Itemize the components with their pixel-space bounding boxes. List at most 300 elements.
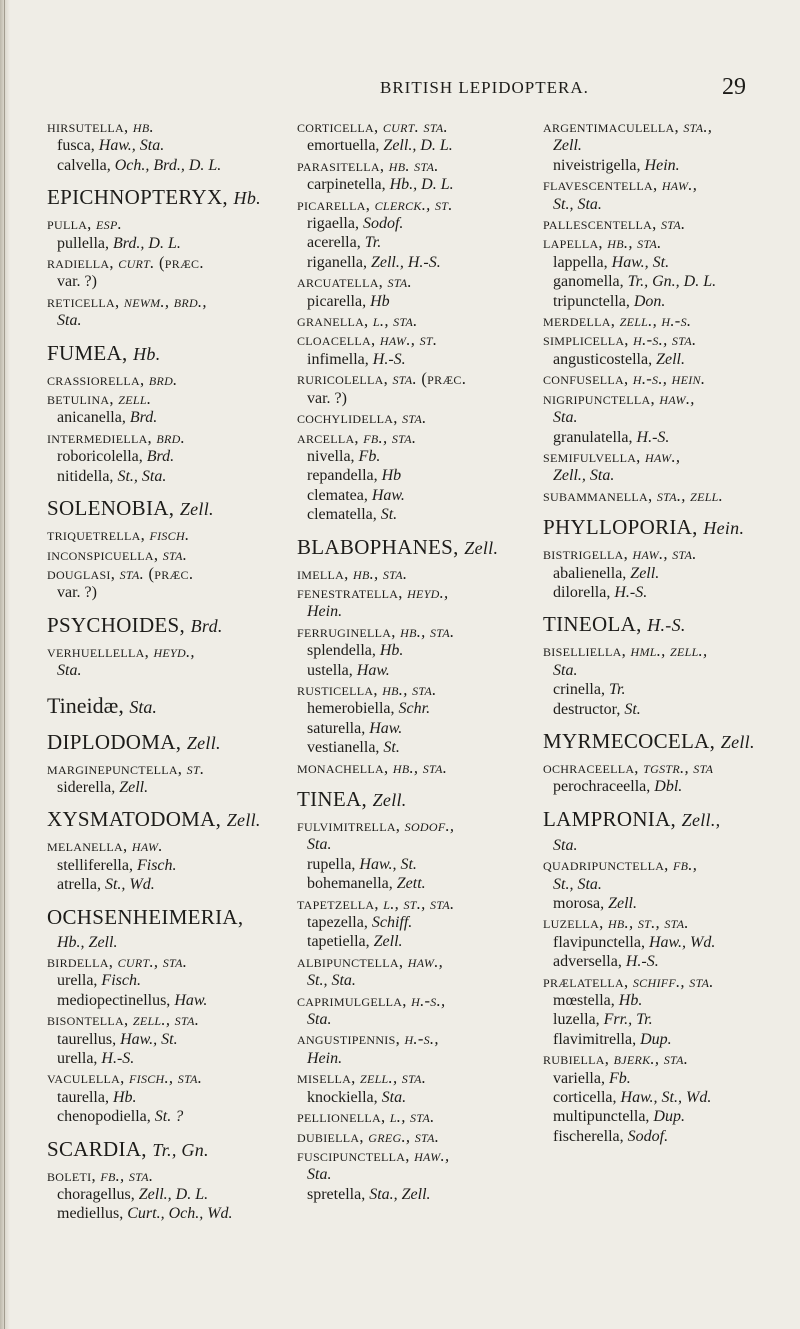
author-citation: Haw., St., Wd. xyxy=(620,1089,712,1107)
taxon-name: MYRMECOCELA, xyxy=(543,728,716,753)
author-continuation xyxy=(543,836,800,855)
taxon-name: merdella, xyxy=(543,311,616,331)
taxon-name: monachella, xyxy=(297,757,389,777)
synonym-entry xyxy=(543,680,800,699)
synonym-entry xyxy=(47,778,307,797)
author-citation: Dup. xyxy=(653,1108,685,1126)
author-citation: greg., sta. xyxy=(368,1126,440,1146)
author-citation: St. xyxy=(380,506,398,524)
author-citation: Zell. xyxy=(720,731,755,752)
taxon-name: nivella, xyxy=(307,447,355,465)
author-citation: H.-S. xyxy=(636,428,670,446)
author-citation: haw. xyxy=(131,836,163,856)
author-citation: Tr., Gn. xyxy=(152,1139,209,1160)
taxon-name: SCARDIA, xyxy=(47,1136,147,1161)
synonym-entry xyxy=(543,564,800,583)
synonym-entry xyxy=(47,156,307,175)
taxon-name: splendella, xyxy=(307,642,376,660)
author-citation: hb., sta. xyxy=(400,621,455,641)
taxon-name: rubiella, xyxy=(543,1049,610,1069)
species-entry xyxy=(47,564,307,583)
author-citation: hml., zell., xyxy=(630,641,708,661)
taxon-name: angusticostella, xyxy=(553,350,653,368)
taxon-name: fuscipunctella, xyxy=(297,1145,410,1165)
synonym-entry xyxy=(47,1107,307,1126)
taxon-name: perochraceella, xyxy=(553,778,651,796)
author-citation: haw., xyxy=(659,388,695,408)
genus-heading xyxy=(543,611,800,638)
author-citation: st. xyxy=(186,758,205,778)
author-citation: Frr., Tr. xyxy=(603,1011,653,1029)
synonym-entry xyxy=(47,856,307,875)
taxon-name: lappella, xyxy=(553,253,608,271)
author-citation: Haw., St. xyxy=(611,253,670,271)
taxon-name: nigripunctella, xyxy=(543,388,655,408)
synonym-entry xyxy=(543,894,800,913)
species-entry xyxy=(543,641,800,660)
taxon-name: parasitella, xyxy=(297,155,385,175)
genus-heading xyxy=(47,806,307,833)
taxon-name: cochylidella, xyxy=(297,408,398,428)
author-citation: curt. xyxy=(118,253,155,273)
species-entry xyxy=(543,214,800,233)
taxon-name: douglasi, xyxy=(47,563,116,583)
species-entry xyxy=(543,855,800,874)
author-citation: haw., xyxy=(661,175,698,195)
author-citation: Zell. xyxy=(179,499,214,520)
author-citation: brd. xyxy=(148,369,178,389)
synonym-entry xyxy=(47,1088,307,1107)
author-citation: Fb. xyxy=(608,1069,631,1087)
author-citation: sta. xyxy=(387,272,412,292)
author-citation: fisch., sta. xyxy=(129,1068,203,1088)
synonym-entry xyxy=(543,952,800,971)
taxon-name: crassiorella, xyxy=(47,369,145,389)
synonym-entry xyxy=(47,467,307,486)
species-entry xyxy=(47,117,307,136)
taxon-name: destructor, xyxy=(553,700,621,718)
species-entry xyxy=(543,175,800,194)
author-citation: St., Sta. xyxy=(117,467,167,485)
author-citation: Hb. xyxy=(233,188,261,209)
taxon-name: simplicella, xyxy=(543,330,629,350)
taxon-name: bistrigella, xyxy=(543,544,629,564)
taxon-name: carpinetella, xyxy=(307,176,386,194)
taxon-name: urella, xyxy=(57,1050,98,1067)
taxon-name: atrella, xyxy=(57,876,101,894)
author-citation: Hein. xyxy=(307,603,343,621)
taxon-name: birdella, xyxy=(47,951,114,971)
author-citation: Zell., H.-S. xyxy=(370,253,441,271)
page-number: 29 xyxy=(722,74,746,100)
taxon-name: arcuatella, xyxy=(297,272,384,292)
taxon-name: semifulvella, xyxy=(543,446,641,466)
taxon-name: vestianella, xyxy=(307,739,380,757)
author-citation: H.-S. xyxy=(625,953,659,971)
taxon-name: tapetiella, xyxy=(307,933,370,951)
taxon-name: melanella, xyxy=(47,836,128,856)
author-citation: Zell. xyxy=(608,895,637,912)
taxon-name: corticella, xyxy=(297,117,379,136)
taxon-name: rigaella, xyxy=(307,215,359,233)
taxon-name: fenestratella, xyxy=(297,582,403,602)
book-spine-edge xyxy=(4,0,5,1329)
author-continuation xyxy=(47,661,307,680)
author-citation: Tr. xyxy=(608,681,626,699)
taxon-name: bohemanella, xyxy=(307,875,393,893)
author-citation: Hb. xyxy=(133,343,161,364)
synonym-entry xyxy=(543,272,800,291)
author-citation: newm., brd., xyxy=(123,291,207,311)
column-1 xyxy=(47,117,307,1224)
author-continuation xyxy=(47,933,307,952)
author-citation: haw., sta. xyxy=(632,544,697,564)
remark: (præc. xyxy=(421,369,467,389)
author-citation: Zell. xyxy=(630,564,660,582)
author-citation: Haw., Sta. xyxy=(98,137,165,155)
taxon-name: betulina, xyxy=(47,389,114,409)
author-citation: haw., xyxy=(414,1145,450,1165)
taxon-name: choragellus, xyxy=(57,1186,135,1204)
author-continuation xyxy=(543,195,800,214)
synonym-entry xyxy=(543,1030,800,1049)
taxon-name: granella, xyxy=(297,311,369,331)
synonym-entry xyxy=(47,875,307,894)
author-citation: Zell. xyxy=(186,732,221,753)
genus-heading xyxy=(47,904,307,930)
synonym-entry xyxy=(543,1069,800,1088)
author-citation: h.-s., sta. xyxy=(633,330,697,350)
species-entry xyxy=(543,369,800,388)
taxon-name: siderella, xyxy=(57,778,116,796)
synonym-entry xyxy=(543,292,800,311)
taxon-name: rusticella, xyxy=(297,679,378,699)
author-citation: H.-S. xyxy=(647,615,686,636)
taxon-name: albipunctella, xyxy=(297,951,404,971)
author-citation: Tr., Gn., D. L. xyxy=(627,273,717,291)
author-citation: Sta., Zell. xyxy=(369,1185,431,1203)
species-entry xyxy=(47,545,307,564)
author-citation: Haw. xyxy=(174,991,208,1009)
taxon-name: triquetrella, xyxy=(47,525,146,545)
author-citation: sodof., xyxy=(404,816,455,835)
author-citation: bjerk., sta. xyxy=(613,1049,689,1069)
taxon-name: DIPLODOMA, xyxy=(47,729,182,754)
author-citation: sta., xyxy=(683,117,713,136)
author-citation: St. xyxy=(383,739,400,757)
taxon-name: tapezella, xyxy=(307,914,368,932)
synonym-entry xyxy=(47,447,307,466)
species-entry xyxy=(297,1146,587,1165)
synonym-entry xyxy=(47,1049,307,1068)
taxon-name: urella, xyxy=(57,972,98,990)
genus-heading xyxy=(47,340,307,367)
author-citation: Fisch. xyxy=(136,856,177,874)
author-citation: Hb xyxy=(370,292,390,310)
author-citation: hb., sta. xyxy=(382,679,437,699)
author-continuation xyxy=(543,466,800,485)
species-entry xyxy=(47,389,307,408)
taxon-name: luzella, xyxy=(553,1011,600,1029)
taxon-name: ustella, xyxy=(307,661,353,679)
synonym-entry xyxy=(543,1010,800,1029)
taxon-name: crinella, xyxy=(553,681,605,699)
synonym-entry xyxy=(47,583,307,602)
genus-heading xyxy=(47,184,307,211)
author-citation: Sodof. xyxy=(362,215,404,233)
author-citation: hb. sta. xyxy=(388,155,439,175)
taxon-name: picarella, xyxy=(297,194,371,214)
synonym-entry xyxy=(543,583,800,602)
author-citation: Brd. xyxy=(146,448,175,466)
taxon-name: niveistrigella, xyxy=(553,156,641,174)
author-citation: Schiff. xyxy=(371,914,413,932)
taxon-name: infimella, xyxy=(307,350,369,368)
taxon-name: Tineidæ, xyxy=(47,692,124,718)
author-citation: sta. xyxy=(119,563,145,583)
author-citation: Sta. xyxy=(553,661,578,679)
synonym-entry xyxy=(47,408,307,427)
taxon-name: spretella, xyxy=(307,1185,366,1203)
taxon-name: picarella, xyxy=(307,292,367,310)
taxon-name: OCHSENHEIMERIA, xyxy=(47,904,244,929)
species-entry xyxy=(47,642,307,661)
author-citation: heyd., xyxy=(153,641,195,661)
taxon-name: angustipennis, xyxy=(297,1029,400,1049)
author-citation: Tr. xyxy=(364,234,382,252)
genus-heading xyxy=(47,612,307,639)
author-citation: Hb., Zell. xyxy=(57,933,118,951)
taxon-name: roboricolella, xyxy=(57,448,143,466)
species-entry xyxy=(47,428,307,447)
author-citation: Zell. xyxy=(656,350,685,368)
taxon-name: rupella, xyxy=(307,855,356,873)
author-citation: St., Wd. xyxy=(104,876,155,894)
taxon-name: pulla, xyxy=(47,214,92,234)
taxon-name: TINEA, xyxy=(297,787,368,811)
taxon-name: SOLENOBIA, xyxy=(47,496,175,521)
taxon-name: pallescentella, xyxy=(543,214,657,234)
synonym-entry xyxy=(543,428,800,447)
author-citation: Zell. xyxy=(372,790,407,810)
taxon-name: boleti, xyxy=(47,1165,96,1185)
author-citation: Sta. xyxy=(553,409,578,427)
species-entry xyxy=(47,1010,307,1029)
synonym-entry xyxy=(543,1127,800,1146)
taxon-name: variella, xyxy=(553,1069,605,1087)
taxon-name: hemerobiella, xyxy=(307,700,395,718)
remark: (præc. xyxy=(148,563,194,583)
taxon-name: marginepunctella, xyxy=(47,758,183,778)
taxon-name: imella, xyxy=(297,563,349,583)
author-citation: clerck., st. xyxy=(374,194,453,214)
synonym-entry xyxy=(47,991,307,1010)
author-citation: h.-s., xyxy=(411,990,446,1010)
taxon-name: luzella, xyxy=(543,913,604,933)
synonym-entry xyxy=(543,700,800,719)
author-continuation xyxy=(297,1165,587,1184)
author-citation: Sta. xyxy=(307,836,332,854)
synonym-entry xyxy=(47,234,307,253)
author-citation: l., st., sta. xyxy=(383,893,455,913)
genus-heading xyxy=(47,1136,307,1163)
author-citation: l., sta. xyxy=(389,1107,435,1127)
author-citation: Haw., Wd. xyxy=(648,933,716,951)
author-citation: hb., sta. xyxy=(392,757,448,777)
species-entry xyxy=(543,233,800,252)
author-citation: Sta. xyxy=(381,1088,407,1106)
taxon-name: taurella, xyxy=(57,1088,109,1106)
synonym-entry xyxy=(543,1107,800,1126)
author-citation: Brd. xyxy=(129,409,158,427)
author-citation: l., sta. xyxy=(372,311,418,331)
author-citation: hb., sta. xyxy=(353,563,408,583)
taxon-name: adversella, xyxy=(553,953,622,971)
author-citation: Fb. xyxy=(358,447,381,465)
author-citation: Zell., D. L. xyxy=(383,137,453,155)
genus-heading xyxy=(543,514,800,541)
taxon-name: misella, xyxy=(297,1068,356,1088)
taxon-name: ruricolella, xyxy=(297,369,389,389)
author-citation: curt. sta. xyxy=(382,117,448,136)
author-citation: Haw., St. xyxy=(120,1030,178,1048)
column-3 xyxy=(543,117,800,1146)
synonym-entry xyxy=(543,1088,800,1107)
author-continuation xyxy=(543,136,800,155)
taxon-name: radiella, xyxy=(47,253,114,273)
taxon-name: mœstella, xyxy=(553,992,615,1010)
author-citation: esp. xyxy=(96,214,123,234)
author-citation: Schr. xyxy=(398,700,431,718)
taxon-name: fusca, xyxy=(57,137,95,155)
taxon-name: LAMPRONIA, xyxy=(543,806,677,831)
author-citation: St., Sta. xyxy=(553,875,602,893)
author-citation: Sta. xyxy=(307,1166,332,1184)
taxon-name: repandella, xyxy=(307,467,378,485)
author-citation: Hb., D. L. xyxy=(389,176,454,194)
taxon-name: flavimitrella, xyxy=(553,1030,637,1048)
author-citation: H.-S. xyxy=(372,350,406,368)
species-entry xyxy=(47,952,307,971)
taxon-name: clematella, xyxy=(307,506,377,524)
genus-heading xyxy=(47,729,307,756)
author-citation: sta. xyxy=(392,369,417,389)
author-citation: Sta. xyxy=(307,1011,332,1029)
author-citation: H.-S. xyxy=(101,1050,135,1067)
taxon-name: fulvimitrella, xyxy=(297,816,401,835)
taxon-name: prælatella, xyxy=(543,971,629,991)
taxon-name: cloacella, xyxy=(297,330,376,350)
author-citation: Haw. xyxy=(371,486,405,504)
author-citation: zell., sta. xyxy=(132,1010,200,1030)
author-citation: Sodof. xyxy=(627,1127,669,1145)
author-citation: Zell., xyxy=(681,809,721,830)
author-citation: H.-S. xyxy=(614,583,648,601)
species-entry xyxy=(47,370,307,389)
taxon-name: BLABOPHANES, xyxy=(297,534,459,559)
author-citation: Dbl. xyxy=(654,778,683,796)
author-citation: Sta. xyxy=(57,662,82,680)
book-spine-shadow xyxy=(0,0,10,1329)
author-citation: haw., xyxy=(407,951,444,971)
species-entry xyxy=(543,330,800,349)
author-citation: Sta. xyxy=(553,836,578,854)
author-citation: curt., sta. xyxy=(117,951,188,971)
synonym-entry xyxy=(47,1030,307,1049)
author-citation: Hb. xyxy=(112,1088,137,1106)
taxon-name: subammanella, xyxy=(543,485,653,505)
author-citation: St., Sta. xyxy=(307,972,356,990)
species-entry xyxy=(543,544,800,563)
author-citation: zell., h.-s. xyxy=(619,311,692,331)
taxon-name: argentimaculella, xyxy=(543,117,679,136)
taxon-name: chenopodiella, xyxy=(57,1108,151,1126)
author-citation: Fisch. xyxy=(101,972,141,990)
taxon-name: vaculella, xyxy=(47,1068,125,1088)
author-citation: sta. xyxy=(660,214,686,234)
taxon-name: confusella, xyxy=(543,369,629,389)
taxon-name: verhuellella, xyxy=(47,641,150,661)
genus-heading xyxy=(543,728,800,755)
taxon-name: nitidella, xyxy=(57,467,114,485)
species-entry xyxy=(543,758,800,777)
genus-heading xyxy=(543,806,800,833)
species-entry xyxy=(47,1068,307,1087)
taxon-name: pellionella, xyxy=(297,1107,386,1127)
taxon-name: knockiella, xyxy=(307,1088,378,1106)
synonym-entry xyxy=(543,933,800,952)
species-entry xyxy=(543,389,800,408)
taxon-name: lapella, xyxy=(543,233,603,253)
author-citation: Dup. xyxy=(640,1030,672,1048)
taxon-name: arcella, xyxy=(297,427,359,447)
taxon-name: mediellus, xyxy=(57,1205,124,1223)
author-continuation xyxy=(543,875,800,894)
taxon-name: acerella, xyxy=(307,234,361,252)
taxon-name: multipunctella, xyxy=(553,1108,650,1126)
taxon-name: EPICHNOPTERYX, xyxy=(47,185,228,210)
taxon-name: reticella, xyxy=(47,291,120,311)
taxon-name: XYSMATODOMA, xyxy=(47,807,222,832)
author-citation: St. xyxy=(624,700,641,718)
species-entry xyxy=(543,486,800,505)
author-citation: Zell. xyxy=(226,810,261,831)
synonym-entry xyxy=(543,991,800,1010)
species-entry xyxy=(47,292,307,311)
species-entry xyxy=(543,1049,800,1068)
synonym-entry xyxy=(47,136,307,155)
taxon-name: PHYLLOPORIA, xyxy=(543,515,698,540)
author-citation: Zell. xyxy=(464,537,499,558)
taxon-name: bisontella, xyxy=(47,1010,129,1030)
taxon-name: stelliferella, xyxy=(57,856,133,874)
author-citation: Sta. xyxy=(57,312,82,330)
taxon-name: var. ?) xyxy=(57,273,97,291)
synonym-entry xyxy=(543,253,800,272)
author-citation: Hb xyxy=(381,467,402,485)
synonym-entry xyxy=(297,1185,587,1204)
taxon-name: taurellus, xyxy=(57,1030,117,1048)
species-entry xyxy=(47,759,307,778)
author-citation: Zett. xyxy=(396,875,426,893)
taxon-name: granulatella, xyxy=(553,428,633,446)
author-citation: fisch. xyxy=(149,525,190,545)
author-citation: h.-s., xyxy=(404,1029,439,1049)
taxon-name: biselliella, xyxy=(543,641,627,661)
taxon-name: pullella, xyxy=(57,234,109,252)
taxon-name: var. ?) xyxy=(57,584,97,602)
author-citation: Brd. xyxy=(190,615,223,636)
